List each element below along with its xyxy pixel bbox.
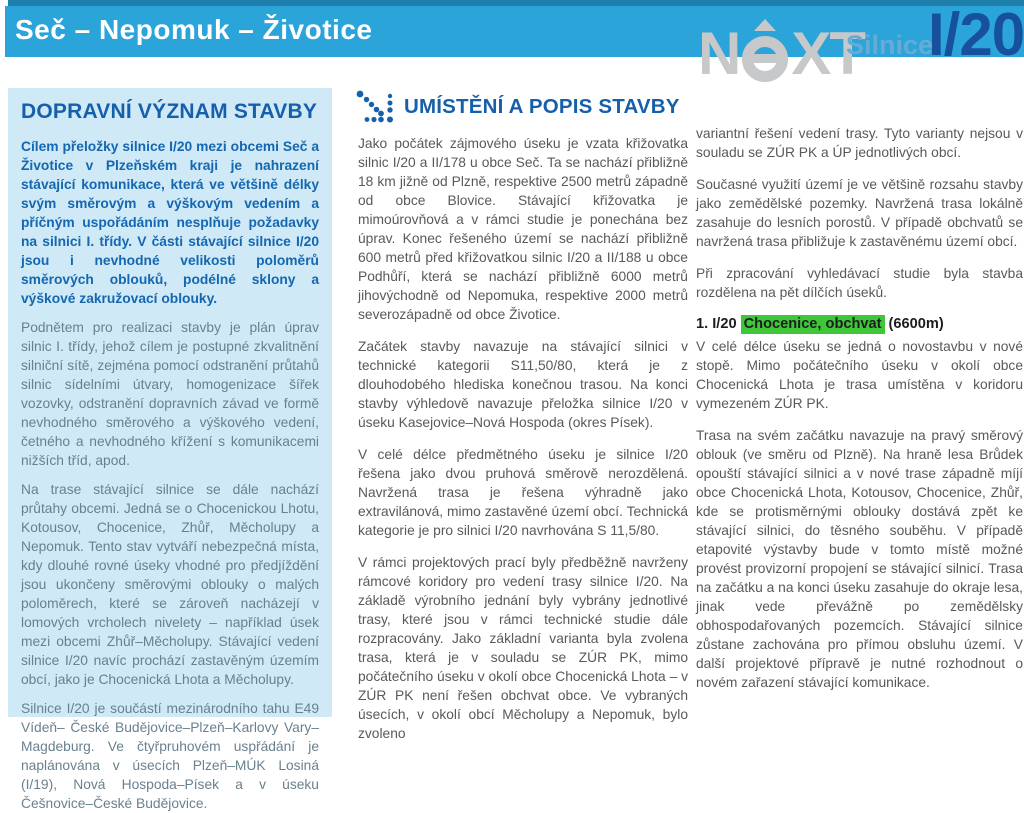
highlighted-text: Chocenice, obchvat [741, 315, 885, 334]
main-section-heading-row [356, 90, 680, 123]
page-title: Seč – Nepomuk – Životice [15, 14, 373, 45]
subsection-heading-prefix: 1. I/20 [696, 316, 741, 332]
subsection-heading [696, 315, 1023, 334]
column-right [696, 124, 1023, 705]
next-logo-letters-xt: XT [791, 20, 865, 87]
next-logo-letter-n: N [698, 20, 740, 87]
main-section-heading: UMÍSTĚNÍ A POPIS STAVBY [404, 94, 680, 118]
left-panel-heading: DOPRAVNÍ VÝZNAM STAVBY [21, 100, 318, 123]
left-panel [8, 88, 332, 811]
paragraph: Současné využití území je ve většině rozsahu stavby jako zemědělské pozemky. Navržená trasa lokálně zasahuje do lesních porostů. V případě obchvatů se navržená trasa přibližuje k zastavěnému území obcí. [696, 177, 1023, 249]
paragraph: variantní řešení vedení trasy. Tyto varianty nejsou v souladu se ZÚR PK a ÚP jednotlivých obcí. [696, 126, 1023, 160]
paragraph: Začátek stavby navazuje na stávající silnici v technické kategorii S11,50/80, která je z dlouhodobého hlediska konečnou trasou. Na konci stavby výhledově navazuje přeložka silnice I/20 v úseku Kasejovice–Nová Hospoda (okres Písek). [358, 339, 688, 430]
column-middle [358, 134, 688, 756]
left-panel-paragraph: Na trase stávající silnice se dále nachází průtahy obcemi. Jedná se o Chocenickou Lhotu, Kotousov, Chocenice, Zhůř, Měcholupy a Nepomuk. Tento stav vytváří nebezpečná místa, kdy dlouhé rovné úseky vhodné pro předjíždění jsou ukončeny směrovými oblouky o malých poloměrech, které se zároveň nacházejí v lomových vrcholech nivelety – například úsek mezi obcemi Zhůř–Měcholupy. Stávající vedení silnice I/20 navíc prochází zastavěným územím obcí, jako je Chocenická Lhota a Měcholupy. [21, 482, 319, 687]
left-panel-paragraph: Silnice I/20 je součástí mezinárodního tahu E49 Vídeň– České Budějovice–Plzeň–Karlovy Vary–Magdeburg. Ve čtyřpruhovém uspřádání je naplánována v úsecích Plzeň–MÚK Losiná (I/19), Nová Hospoda–Písek a v úseku Češnovice–České Budějovice. [21, 701, 319, 811]
brand-silnice-label: Silnice [846, 30, 934, 60]
paragraph: V rámci projektových prací byly předběžně navrženy rámcové koridory pro vedení trasy silnice I/20. Na základě výrobního jednání byly vybrány jednotlivé trasy, které jsou v rámci technické studie dále rozpracovány. Jako základní varianta byla zvolena trasa, která je v souladu se ZÚR PK, mimo počátečního úseku v okolí obce Chocenická Lhota – v ZÚR PK není řešen obchvat obce. Ve vybraných úsecích, v okolí obcí Měcholupy a Nepomuk, bylo zvoleno [358, 555, 688, 741]
subsection-heading-suffix: (6600m) [884, 316, 944, 332]
paragraph: Trasa na svém začátku navazuje na pravý směrový oblouk (ve směru od Plzně). Na hraně lesa Brůdek opouští stávající silnici a v nové trase západně míjí obce Chocenická Lhota, Kotousov, Chocenice, Zhůř, kde se protisměrnými oblouky dostává zpět ke stávající silnici, do těsného souběhu. V případě etapovité výstavby bude v tomto místě možné provést provizorní propojení se stávající silnicí. Trasa na začátku a na konci úseku zasahuje do okraje lesa, jinak vede převážně po zemědělsky obhospodařovaných pozemcích. Stávající silnice zůstane zachována pro přímou obsluhu území. V další projektové přípravě je nutné rozhodnout o novém zařazení stávající komunikace. [696, 428, 1023, 690]
paragraph: V celé délce úseku se jedná o novostavbu v nové stopě. Mimo počátečního úseku v okolí obce Chocenická Lhota je trasa umístěna v koridoru vymezeném ZÚR PK. [696, 339, 1023, 411]
left-panel-lead-paragraph: Cílem přeložky silnice I/20 mezi obcemi Seč a Životice v Plzeňském kraji je nahrazení stávající komunikace, která ve většině délky svým směrovým a výškovým vedením a příčným uspořádáním nesplňuje požadavky na silnici I. třídy. V části stávající silnice I/20 jsou i nevhodné velikosti poloměrů směrových oblouků, podélné sklony a výškové zakružovací oblouky. [21, 139, 319, 306]
paragraph: V celé délce předmětného úseku je silnice I/20 řešena jako dvou pruhová směrově nerozdělená. Navržená trasa je řešena výhradně jako extravilánová, mimo zastavěné území obcí. Technická kategorie je pro silnici I/20 navrhována S 11,5/80. [358, 447, 688, 538]
left-panel-paragraph: Podnětem pro realizaci stavby je plán úprav silnic I. třídy, jehož cílem je postupné zkvalitnění silniční sítě, zejména pomocí odstranění průtahů silnic sídelními útvary, homogenizace šířek vozovky, odstranění dopravních závad ve formě nevhodného směrového a výškového vedení, četného a nevhodného křížení s komunikacemi nižších tříd, apod. [21, 320, 319, 468]
next-logo-letter-e [742, 36, 788, 82]
paragraph: Při zpracování vyhledávací studie byla stavba rozdělena na pět dílčích úseků. [696, 266, 1023, 300]
brand-road-number: I/20 [928, 1, 1024, 68]
paragraph: Jako počátek zájmového úseku je vzata křižovatka silnic I/20 a II/178 u obce Seč. Ta se nachází přibližně 18 km jižně od Plzně, respektive 2500 metrů západně od obce Blovice. Stávající křižovatka je mimoúrovňová a v rámci studie je ponechána bez úprav. Konec řešeného území se nachází přibližně 600 metrů před křižovatkou silnic I/20 a II/188 u obce Podhůří, která se nachází přibližně 6000 metrů jihovýchodně od Nepomuka, respektive 2000 metrů severozápadně od obce Životice. [358, 136, 688, 322]
dotted-route-icon [356, 90, 394, 123]
circle-e-bar [748, 54, 782, 63]
caret-up-icon [754, 19, 776, 31]
circle-e-icon [742, 36, 788, 82]
next-logo [698, 20, 865, 87]
